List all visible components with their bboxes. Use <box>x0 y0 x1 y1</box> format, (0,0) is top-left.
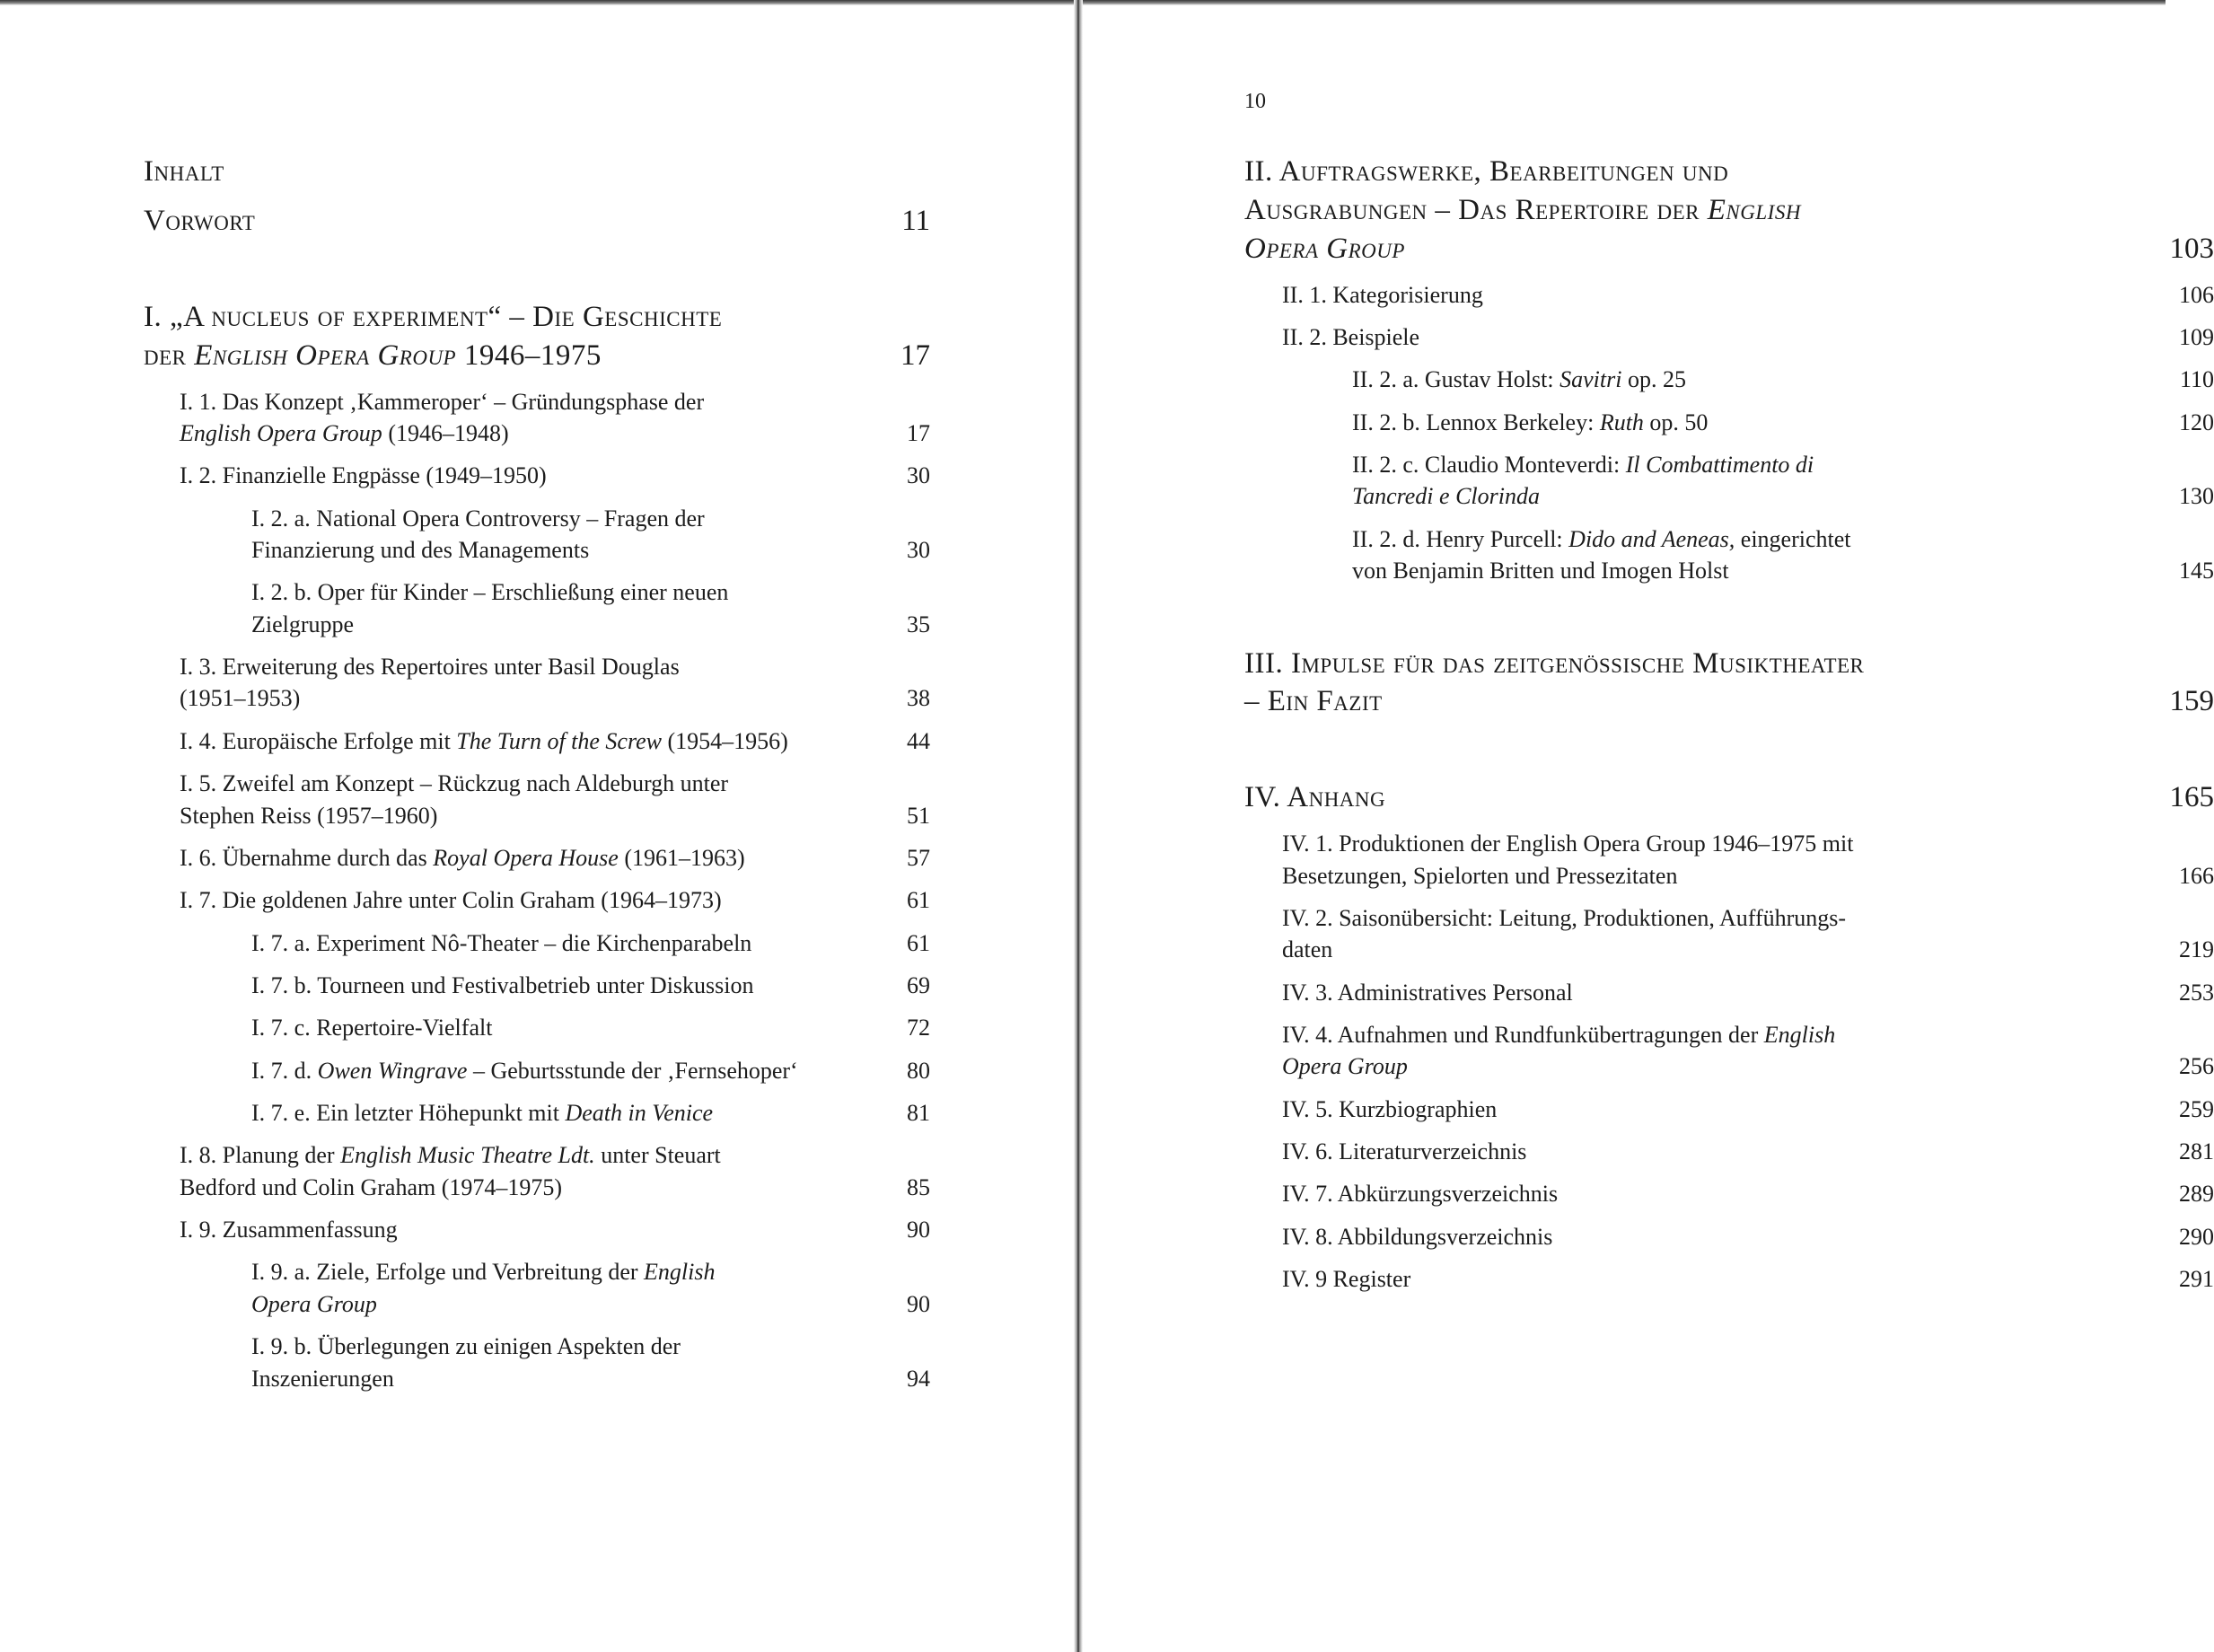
entry-line1: I. 5. Zweifel am Konzept – Rückzug nach Aldeburgh unter <box>180 770 729 797</box>
entry-label: II. 1. Kategorisierung <box>1282 281 1483 308</box>
toc-entry-2-2-d <box>1352 523 2214 587</box>
toc-left <box>144 153 930 1394</box>
toc-title: Inhalt <box>144 155 224 188</box>
entry-prefix: IV. 4. Aufnahmen und Rundfunkübertragungen der <box>1282 1022 1764 1049</box>
entry-line2: Besetzungen, Spielorten und Pressezitaten <box>1282 862 1678 889</box>
entry-italic: The Turn of the Screw <box>456 727 663 754</box>
toc-entry-1-9-a <box>251 1256 930 1320</box>
entry-italic: Death in Venice <box>565 1100 714 1127</box>
entry-label <box>1244 645 2170 722</box>
entry-label <box>1244 153 2170 268</box>
entry-label <box>1352 523 2179 587</box>
entry-page: 17 <box>907 419 930 446</box>
toc-entry-4-4 <box>1282 1019 2214 1083</box>
page-number: 10 <box>1244 90 1266 113</box>
entry-label: I. 9. Zusammenfassung <box>180 1217 398 1243</box>
toc-entry-4-3 <box>1282 977 2214 1008</box>
entry-italic: Savitri <box>1559 366 1622 393</box>
toc-entry-4-2 <box>1282 902 2214 966</box>
entry-suffix: (1954–1956) <box>662 727 788 754</box>
entry-line2: von Benjamin Britten und Imogen Holst <box>1352 558 1729 584</box>
entry-label: IV. 9 Register <box>1282 1266 1411 1293</box>
toc-entry-4-9 <box>1282 1263 2214 1295</box>
entry-label: I. 7. c. Repertoire-Vielfalt <box>251 1015 493 1041</box>
entry-line1: I. 3. Erweiterung des Repertoires unter Basil Douglas <box>180 654 680 681</box>
entry-prefix: I. 7. d. <box>251 1057 318 1084</box>
toc-entry-1-2 <box>180 460 930 491</box>
toc-part-3 <box>1244 645 2214 722</box>
entry-line2: Finanzierung und des Managements <box>251 537 590 563</box>
entry-line2: Zielgruppe <box>251 611 355 637</box>
entry-label <box>251 1256 907 1320</box>
toc-entry-1-5 <box>180 768 930 831</box>
toc-part-2 <box>1244 153 2214 268</box>
toc-entry-1-2-b <box>251 576 930 640</box>
entry-page: 57 <box>907 844 930 871</box>
toc-entry-4-5 <box>1282 1094 2214 1125</box>
toc-entry-1-7-c <box>251 1012 930 1043</box>
entry-page: 61 <box>907 929 930 956</box>
toc-entry-4-6 <box>1282 1136 2214 1167</box>
toc-entry-4-8 <box>1282 1221 2214 1252</box>
part-line1: III. Impulse für das zeitgenössische Musiktheater <box>1244 646 1865 680</box>
entry-suffix: – Geburtsstunde der ‚Fernsehoper‘ <box>467 1057 798 1084</box>
toc-entry-1-9 <box>180 1214 930 1245</box>
toc-entry-2-2-a <box>1352 364 2214 395</box>
toc-entry-2-2-c <box>1352 449 2214 513</box>
part-line3-italic: Opera Group <box>1244 232 1405 265</box>
entry-italic: Opera Group <box>251 1290 377 1317</box>
entry-line1: I. 9. b. Überlegungen zu einigen Aspekten der <box>251 1333 681 1360</box>
entry-label: IV. 7. Abkürzungsverzeichnis <box>1282 1181 1559 1208</box>
entry-label: I. 7. b. Tourneen und Festivalbetrieb unter Diskussion <box>251 971 754 998</box>
entry-label <box>251 1097 907 1129</box>
entry-page: 289 <box>2179 1181 2214 1208</box>
entry-label: II. 2. Beispiele <box>1282 324 1420 351</box>
toc-part-1 <box>144 298 930 375</box>
entry-italic: English Music Theatre Ldt. <box>340 1142 595 1169</box>
entry-line2: Inszenierungen <box>251 1365 394 1392</box>
entry-label: IV. 3. Administratives Personal <box>1282 979 1573 1006</box>
entry-italic: English Opera Group <box>180 419 382 446</box>
part-line1: I. „A nucleus of experiment“ – Die Geschichte <box>144 300 723 333</box>
toc-entry-1-8 <box>180 1139 930 1203</box>
entry-label <box>180 842 907 874</box>
entry-prefix: II. 2. c. Claudio Monteverdi: <box>1352 452 1626 479</box>
entry-page: 30 <box>907 462 930 489</box>
entry-line1: I. 1. Das Konzept ‚Kammeroper‘ – Gründungsphase der <box>180 388 705 415</box>
entry-page: 90 <box>907 1290 930 1317</box>
entry-line2: Stephen Reiss (1957–1960) <box>180 802 438 829</box>
entry-italic: Il Combattimento di <box>1625 452 1814 479</box>
entry-line1: I. 2. a. National Opera Controversy – Fragen der <box>251 505 705 532</box>
entry-page: 61 <box>907 887 930 914</box>
entry-line1: IV. 2. Saisonübersicht: Leitung, Produktionen, Aufführungs- <box>1282 904 1847 931</box>
entry-italic: Royal Opera House <box>433 844 619 871</box>
toc-entry-2-1 <box>1282 279 2214 311</box>
toc-entry-1-6 <box>180 842 930 874</box>
entry-prefix: I. 7. e. Ein letzter Höhepunkt mit <box>251 1100 566 1127</box>
entry-page: 69 <box>907 971 930 998</box>
entry-label <box>180 386 907 450</box>
entry-italic: English <box>644 1259 716 1286</box>
entry-label <box>180 768 907 831</box>
entry-italic: Dido and Aeneas, <box>1568 525 1735 552</box>
entry-label <box>1352 364 2180 395</box>
part-line2-prefix: Ausgrabungen – Das Repertoire der <box>1244 193 1708 226</box>
entry-page: 259 <box>2179 1095 2214 1122</box>
entry-prefix: I. 6. Übernahme durch das <box>180 844 434 871</box>
part-line2-prefix: der <box>144 338 195 372</box>
entry-page: 81 <box>907 1100 930 1127</box>
part-line2-italic: English <box>1707 193 1801 226</box>
entry-label <box>1282 902 2179 966</box>
entry-page: 44 <box>907 727 930 754</box>
entry-label: I. 7. a. Experiment Nô-Theater – die Kirchenparabeln <box>251 929 752 956</box>
toc-entry-1-7-e <box>251 1097 930 1129</box>
entry-page: 72 <box>907 1015 930 1041</box>
toc-entry-1-4 <box>180 725 930 757</box>
entry-suffix: op. 25 <box>1621 366 1686 393</box>
entry-line2: (1946–1948) <box>382 419 509 446</box>
entry-page: 106 <box>2179 281 2214 308</box>
entry-suffix: unter Steuart <box>594 1142 721 1169</box>
entry-label <box>144 298 901 375</box>
toc-entry-4-1 <box>1282 828 2214 892</box>
entry-page: 11 <box>901 204 930 237</box>
entry-page: 90 <box>907 1217 930 1243</box>
entry-label: Vorwort <box>144 204 256 237</box>
entry-suffix: eingerichtet <box>1735 525 1851 552</box>
toc-entry-4-7 <box>1282 1178 2214 1209</box>
part-line2: – Ein Fazit <box>1244 685 1383 718</box>
toc-entry-1-3 <box>180 651 930 715</box>
left-page <box>0 0 1074 1652</box>
entry-label <box>180 725 907 757</box>
entry-page: 290 <box>2179 1223 2214 1250</box>
part-line2-italic: English Opera Group <box>194 338 457 372</box>
entry-page: 159 <box>2169 685 2214 718</box>
entry-page: 51 <box>907 802 930 829</box>
entry-page: 253 <box>2179 979 2214 1006</box>
entry-page: 256 <box>2179 1053 2214 1080</box>
part-line2-suffix: 1946–1975 <box>456 338 602 372</box>
entry-line2: Bedford und Colin Graham (1974–1975) <box>180 1173 563 1200</box>
entry-prefix: I. 4. Europäische Erfolge mit <box>180 727 457 754</box>
toc-entry-1-9-b <box>251 1331 930 1394</box>
entry-label <box>180 651 907 715</box>
entry-page: 94 <box>907 1365 930 1392</box>
toc-entry-1-7-d <box>251 1055 930 1086</box>
entry-label: IV. 5. Kurzbiographien <box>1282 1095 1498 1122</box>
entry-italic: English <box>1763 1022 1836 1049</box>
entry-page: 85 <box>907 1173 930 1200</box>
toc-entry-1-1 <box>180 386 930 450</box>
toc-entry-2-2 <box>1282 321 2214 353</box>
entry-line1: IV. 1. Produktionen der English Opera Group 1946–1975 mit <box>1282 830 1854 857</box>
entry-page: 17 <box>901 338 930 372</box>
entry-italic: Ruth <box>1599 409 1644 435</box>
entry-page: 30 <box>907 537 930 563</box>
toc-entry-1-7-b <box>251 970 930 1001</box>
entry-italic: Owen Wingrave <box>317 1057 468 1084</box>
entry-page: 38 <box>907 685 930 712</box>
toc-entry-1-7 <box>180 884 930 916</box>
entry-label <box>1352 407 2179 438</box>
entry-label <box>1282 1019 2179 1083</box>
entry-page: 130 <box>2179 483 2214 510</box>
entry-suffix: op. 50 <box>1643 409 1709 435</box>
entry-page: 166 <box>2179 862 2214 889</box>
entry-page: 145 <box>2179 558 2214 584</box>
entry-line1: I. 2. b. Oper für Kinder – Erschließung einer neuen <box>251 579 729 606</box>
entry-label: IV. Anhang <box>1244 781 1386 814</box>
toc-part-4 <box>1244 778 2214 817</box>
entry-page: 165 <box>2169 781 2214 814</box>
entry-label: I. 7. Die goldenen Jahre unter Colin Graham (1964–1973) <box>180 887 722 914</box>
entry-italic: Opera Group <box>1282 1053 1408 1080</box>
entry-label <box>180 1139 907 1203</box>
toc-entry-1-7-a <box>251 927 930 959</box>
entry-page: 120 <box>2179 409 2214 435</box>
entry-line2: daten <box>1282 936 1333 963</box>
entry-label <box>1282 828 2179 892</box>
entry-label <box>251 1055 907 1086</box>
entry-page: 219 <box>2179 936 2214 963</box>
toc-entry-vorwort <box>144 202 930 241</box>
entry-label <box>251 1331 907 1394</box>
entry-prefix: II. 2. d. Henry Purcell: <box>1352 525 1569 552</box>
entry-label <box>251 503 907 567</box>
entry-line2: (1951–1953) <box>180 685 301 712</box>
entry-page: 109 <box>2179 324 2214 351</box>
toc-entry-1-2-a <box>251 503 930 567</box>
entry-prefix: I. 8. Planung der <box>180 1142 341 1169</box>
entry-label: IV. 8. Abbildungsverzeichnis <box>1282 1223 1553 1250</box>
entry-page: 35 <box>907 611 930 637</box>
entry-italic: Tancredi e Clorinda <box>1352 483 1540 510</box>
toc-right <box>1244 153 2214 1296</box>
entry-suffix: (1961–1963) <box>618 844 745 871</box>
part-line1: II. Auftragswerke, Bearbeitungen und <box>1244 155 1729 188</box>
entry-label <box>251 576 907 640</box>
entry-prefix: II. 2. a. Gustav Holst: <box>1352 366 1560 393</box>
entry-page: 291 <box>2179 1266 2214 1293</box>
entry-label <box>1352 449 2179 513</box>
entry-prefix: I. 9. a. Ziele, Erfolge und Verbreitung der <box>251 1259 645 1286</box>
entry-page: 80 <box>907 1057 930 1084</box>
right-page <box>1083 0 2214 1652</box>
entry-label: IV. 6. Literaturverzeichnis <box>1282 1138 1527 1165</box>
entry-page: 103 <box>2169 232 2214 265</box>
entry-page: 110 <box>2179 366 2214 393</box>
entry-prefix: II. 2. b. Lennox Berkeley: <box>1352 409 1600 435</box>
toc-entry-2-2-b <box>1352 407 2214 438</box>
entry-label: I. 2. Finanzielle Engpässe (1949–1950) <box>180 462 547 489</box>
book-gutter <box>1074 0 1083 1652</box>
entry-page: 281 <box>2179 1138 2214 1165</box>
